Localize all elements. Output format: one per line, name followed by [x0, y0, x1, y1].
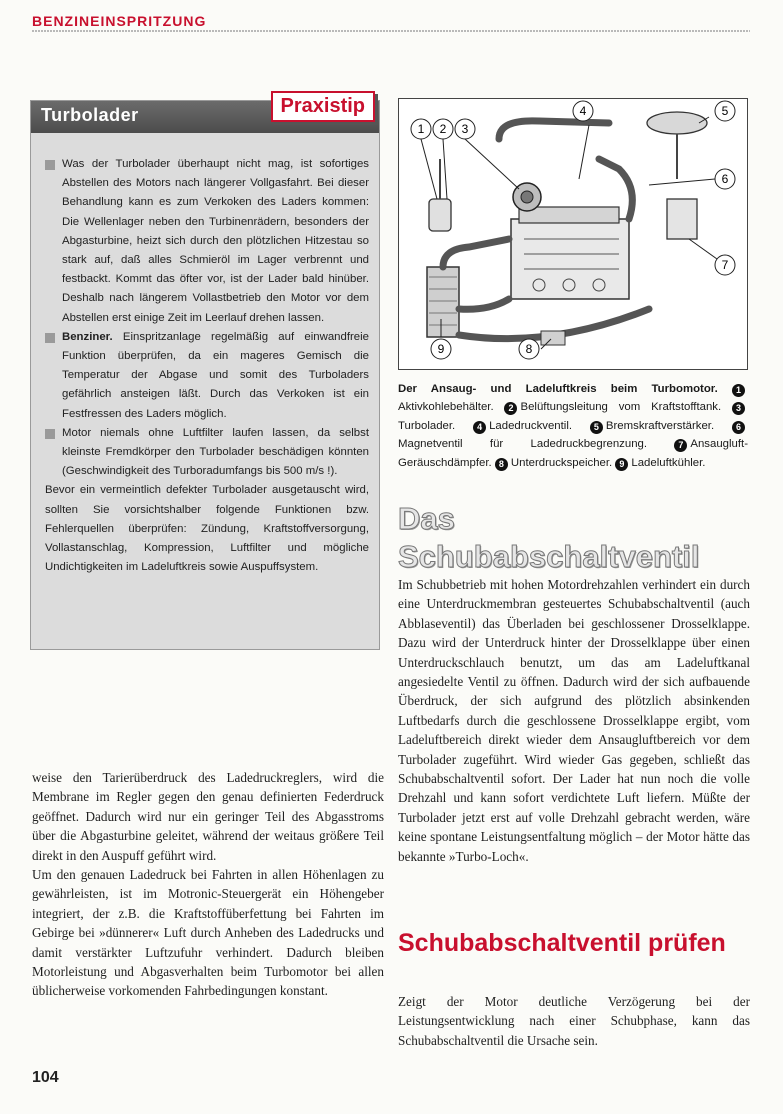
caption-item-1: 1Aktivkohlebehälter.	[398, 383, 748, 413]
tip-item-2: Benziner. Einspritzanlage regelmäßig auf einwandfreie Funktion überprüfen, da ein mageres Gemisch die Temperatur der Abgase und somit des Turboladers gefährlich ansteigen läßt. Durch das Verkoken ist ein Festfressen des Laders möglich.	[45, 328, 369, 424]
number-badge-icon: 4	[473, 421, 486, 434]
callout-1: 1	[417, 122, 425, 136]
praxistip-badge: Praxistip	[271, 91, 375, 122]
callout-4: 4	[579, 104, 587, 118]
turbo-diagram	[398, 98, 748, 370]
caption-item-6: 6Magnetventil für Ladedruckbegrenzung.	[398, 420, 748, 450]
caption-title: Der Ansaug- und Ladeluftkreis beim Turbomotor.	[398, 383, 718, 395]
caption-item-5: 5 Bremskraftverstärker.	[590, 420, 714, 432]
section-paragraph: Im Schubbetrieb mit hohen Motordrehzahlen verhindert ein durch eine Unterdruckmembran gesteuertes Schubabschaltventil (auch Abblaseventil) das Überladen bei geschlossener Drosselklappe. Dazu wird der Unterdruck hinter der Drosselklappe über einen Unterdruckschlauch benutzt, um das am Ladeluftkanal angesiedelte Ventil zu öffnen. Dadurch wird der sich aufbauende Überdruck, der sich aufgrund des plötzlich absinkenden Luftbedarfs durch die geschlossene Drosselklappe ergibt, vom Ladeluftbereich direkt wieder dem Ansaugluftbereich vor dem Turbolader zugeführt. Wird wieder Gas gegeben, schließt das Schubabschaltventil sofort. Der Lader hat nun noch die volle Drehzahl und kann sofort verdichtete Luft liefern. Müßte der Turbolader jetzt erst auf volle Drehzahl gebracht werden, wäre keine spontane Leistungsentfaltung möglich – der Motor hätte das bekannte »Turbo-Loch«.	[398, 577, 750, 864]
callout-7: 7	[721, 258, 729, 272]
bullet-square-icon	[45, 160, 55, 170]
callout-9: 9	[437, 342, 445, 356]
subsection-heading: Schubabschaltventil prüfen	[398, 929, 726, 957]
section-heading: Das Schubabschaltventil	[398, 501, 700, 574]
praxistip-title: Turbolader	[41, 105, 139, 125]
callout-3: 3	[461, 122, 469, 136]
tip-closing: Bevor ein vermeintlich defekter Turbolader ausgetauscht wird, sollten Sie vorsichtshalber folgende Funktionen bzw. Fehlerquellen überprüfen: Zündung, Kraftstoffversorgung, Vollastanschlag, Kompression, Luftfilter und mögliche Undichtigkeiten im Ladeluftkreis sowie Auspuffsystem.	[45, 484, 369, 574]
caption-item-3: 3Turbolader.	[398, 401, 748, 431]
subsection-body	[398, 992, 750, 1050]
tip-item-lead: Benziner.	[62, 330, 113, 343]
number-badge-icon: 2	[504, 402, 517, 415]
carbon-canister	[429, 159, 451, 231]
tip-item-1: Was der Turbolader überhaupt nicht mag, ist sofortiges Abstellen des Motors nach längerer Vollgasfahrt. Bei dieser Behandlung kann es zum Verkoken des Laders kommen: Die Wellenlager neben den Turbinenrädern, besonders der Abgasturbine, heizt sich durch den plötzlichen Hitzestau so stark auf, daß alles Schmieröl im Lager verbrennt und festbackt. Kommt das öfter vor, ist der Lader bald hinüber. Deshalb nach längerem Vollastbetrieb den Motor vor dem Abstellen erst einige Zeit im Leerlauf drehen lassen.	[45, 155, 369, 328]
running-header: BENZINEINSPRITZUNG	[32, 13, 207, 29]
page-number: 104	[32, 1069, 59, 1086]
number-badge-icon: 3	[732, 402, 745, 415]
number-badge-icon: 6	[732, 421, 745, 434]
number-badge-icon: 8	[495, 458, 508, 471]
intake-silencer	[667, 199, 697, 239]
brake-booster	[647, 112, 707, 179]
number-badge-icon: 5	[590, 421, 603, 434]
diagram-caption	[398, 380, 748, 472]
left-paragraph-1: weise den Tarierüberdruck des Ladedruckreglers, wird die Membrane im Regler gegen den genau definierten Federdruck geöffnet. Dadurch wird nur ein geringer Teil des Abgasstroms über die Abgasturbine geleitet, während der weitaus größere Teil direkt in den Auspuff geführt wird.	[32, 770, 384, 863]
caption-item-4: 4 Ladedruckventil.	[473, 420, 572, 432]
caption-item-9: 9 Ladeluftkühler.	[615, 457, 705, 469]
bullet-square-icon	[45, 333, 55, 343]
turbo-diagram-drawing	[399, 99, 747, 369]
callout-8: 8	[525, 342, 533, 356]
engine-block	[511, 207, 629, 299]
section-body	[398, 575, 750, 866]
intercooler	[427, 267, 459, 337]
left-paragraph-2: Um den genauen Ladedruck bei Fahrten in allen Höhenlagen zu gewährleisten, ist im Motronic-Steuergerät ein Höhengeber integriert, der z.B. die Kraftstoffüberfettung bei Fahrten im Gebirge bei »dünnerer« Luft durch Anheben des Ladedrucks und damit verstärkter Luftzufuhr verhindert. Dadurch bleiben Motorleistung und Abgasverhalten beim Turbomotor bei allen üblicherweise vorkomenden Fahrbedingungen konstant.	[32, 867, 384, 999]
praxistip-body	[45, 155, 369, 577]
caption-item-8: 8 Unterdruckspeicher.	[495, 457, 612, 469]
number-badge-icon: 1	[732, 384, 745, 397]
callout-6: 6	[721, 172, 729, 186]
header-rule	[32, 30, 750, 32]
vacuum-reservoir	[541, 331, 565, 345]
number-badge-icon: 9	[615, 458, 628, 471]
tip-item-3: Motor niemals ohne Luftfilter laufen lassen, da selbst kleinste Fremdkörper den Turbolader beschädigen könnten (Geschwindigkeit des Turboradumfangs bis 500 m/s !).	[45, 424, 369, 482]
praxistip-box	[30, 95, 380, 650]
caption-item-2: 2 Belüftungsleitung vom Kraftstofftank.	[504, 401, 721, 413]
left-column-text	[32, 768, 384, 1001]
subsection-paragraph: Zeigt der Motor deutliche Verzögerung bei der Leistungsentwicklung nach einer Schubphase, kann das Schubabschaltventil die Ursache sein.	[398, 994, 750, 1048]
bullet-square-icon	[45, 429, 55, 439]
callout-5: 5	[721, 104, 729, 118]
number-badge-icon: 7	[674, 439, 687, 452]
callout-2: 2	[439, 122, 447, 136]
caption-item-7: 7 Ansaugluft-Geräuschdämpfer.	[398, 438, 748, 469]
